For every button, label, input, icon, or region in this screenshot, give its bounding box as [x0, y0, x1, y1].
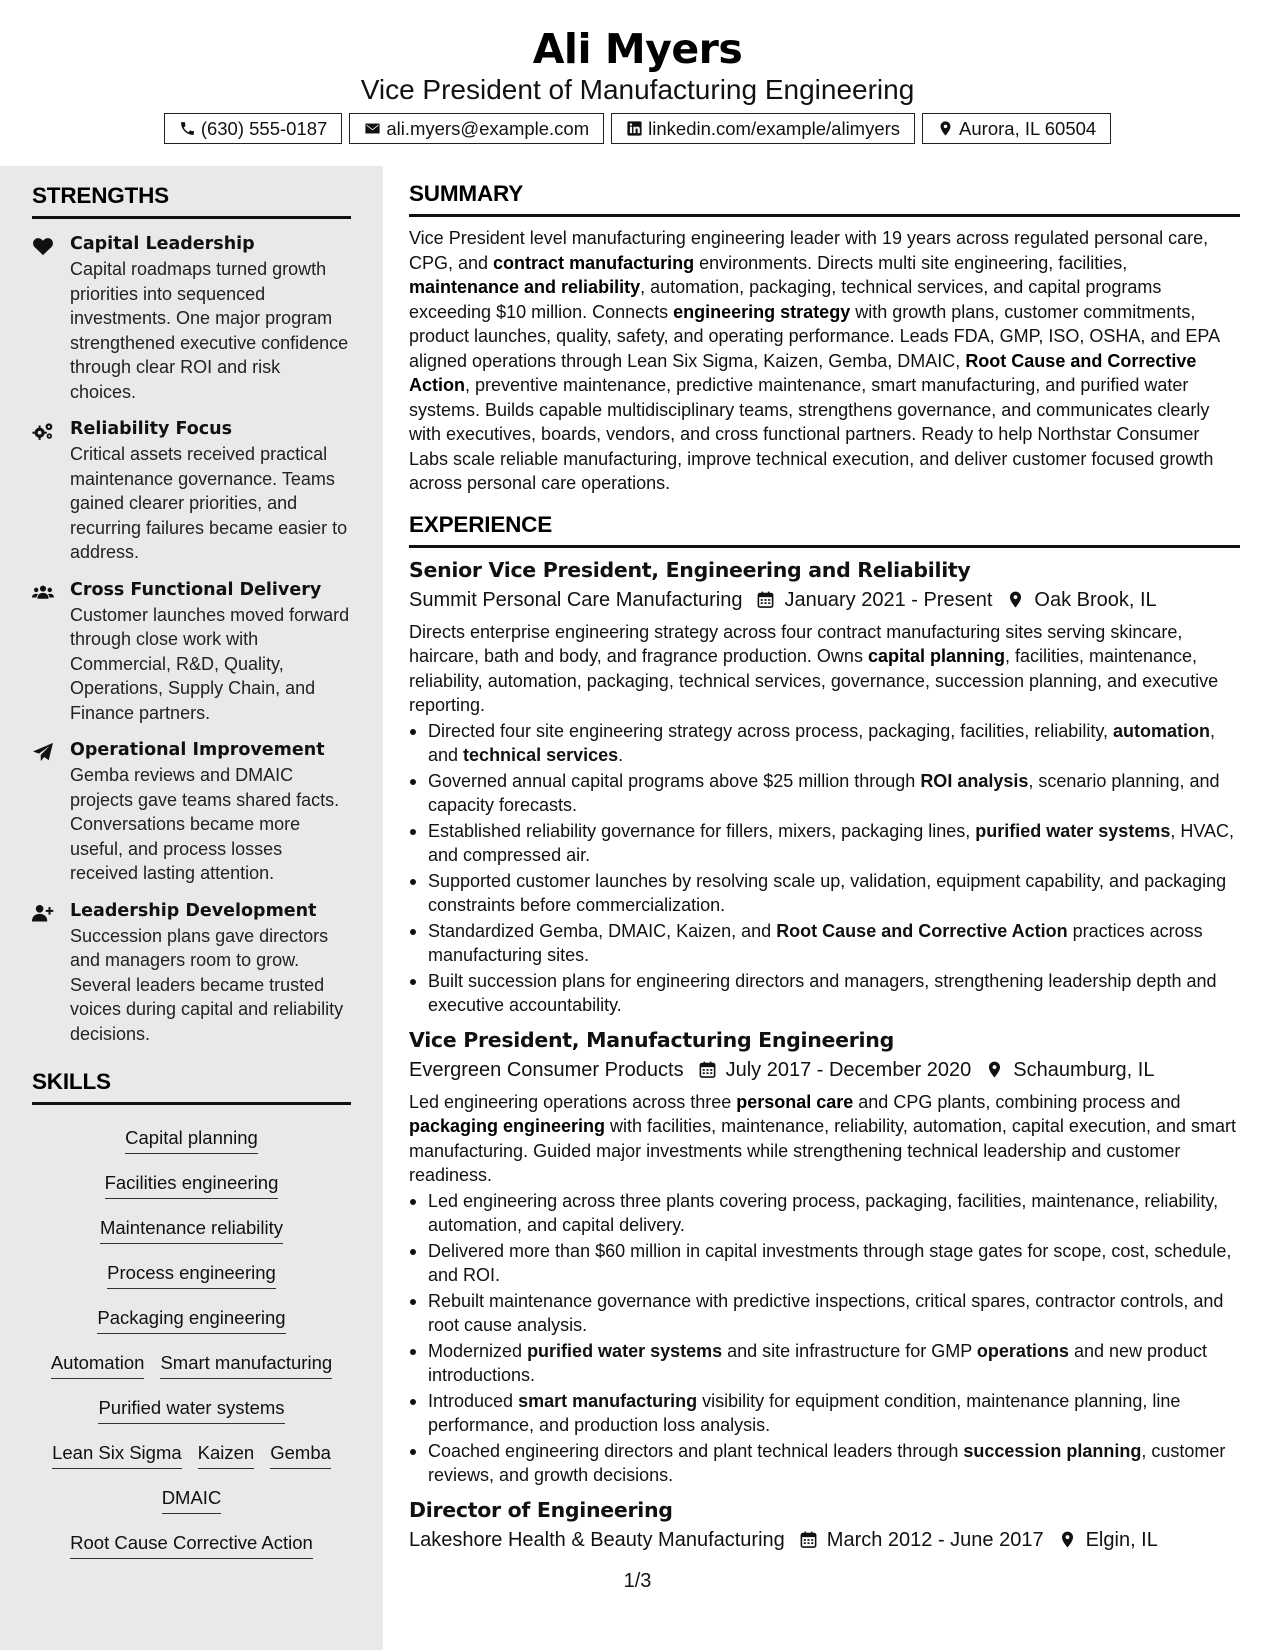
strengths-heading: STRENGTHS: [32, 183, 169, 208]
job-meta: [409, 1055, 1240, 1085]
job-title: Vice President, Manufacturing Engineering: [409, 1027, 894, 1052]
map-pin-icon: [1006, 590, 1025, 609]
strength-item: [32, 417, 351, 565]
bold-keyword: contract manufacturing: [493, 252, 695, 273]
experience-list: [409, 556, 1240, 1555]
text-run: practices across manufacturing sites.: [428, 920, 1203, 965]
strength-item: [32, 738, 351, 886]
map-pin-icon: [937, 120, 954, 137]
skill-tag: Facilities engineering: [105, 1170, 279, 1199]
achievement-bullet: [409, 1339, 1240, 1388]
text-run: , preventive maintenance, predictive maintenance, smart manufacturing, and purified water systems. Builds capable multidisciplinary teams, strengthens governance, and communicates clearly with executives, boards, vendors, and cross functional partners. Ready to help Northstar Consumer Labs scale reliable manufacturing, improve technical execution, and deliver customer focused growth across personal care operations.: [409, 375, 1214, 493]
skill-row: [32, 1477, 351, 1522]
job-dates: July 2017 - December 2020: [725, 1058, 972, 1081]
achievement-bullet: [409, 969, 1240, 1018]
bold-keyword: engineering strategy: [673, 301, 851, 322]
text-run: .: [618, 745, 624, 765]
job-dates: January 2021 - Present: [784, 588, 993, 611]
bold-keyword: personal care: [736, 1091, 854, 1112]
contact-phone-text: (630) 555-0187: [200, 117, 328, 139]
strength-title: Cross Functional Delivery: [70, 579, 322, 600]
skill-row: [32, 1297, 351, 1342]
job-location: Schaumburg, IL: [1013, 1058, 1155, 1081]
skill-row: [32, 1432, 351, 1477]
experience-entry: [409, 1496, 1240, 1555]
bold-keyword: automation: [1112, 720, 1210, 741]
gears-icon: [32, 421, 54, 441]
company-name: Summit Personal Care Manufacturing: [409, 588, 743, 611]
bold-keyword: smart manufacturing: [518, 1390, 698, 1411]
achievement-bullet: [409, 719, 1240, 768]
bold-keyword: operations: [976, 1340, 1069, 1361]
text-run: , facilities, maintenance, reliability, automation, packaging, technical services, governance, succession planning, and executive reporting.: [409, 646, 1219, 715]
experience-entry: [409, 1026, 1240, 1488]
skill-tag: Maintenance reliability: [100, 1215, 283, 1244]
bold-keyword: Root Cause and Corrective Action: [776, 920, 1068, 941]
skill-row: [32, 1162, 351, 1207]
skill-tag: DMAIC: [162, 1485, 222, 1514]
achievement-bullet: [409, 769, 1240, 818]
contact-bar: [0, 113, 1275, 144]
skill-tag: Kaizen: [198, 1440, 255, 1469]
achievement-bullet: [409, 1289, 1240, 1338]
strength-title: Leadership Development: [70, 900, 317, 921]
text-run: Rebuilt maintenance governance with predictive inspections, critical spares, contractor controls, and root cause analysis.: [428, 1290, 1224, 1335]
skills-heading: SKILLS: [32, 1069, 111, 1094]
text-run: , HVAC, and compressed air.: [428, 820, 1235, 865]
experience-entry: [409, 556, 1240, 1018]
job-description: [409, 620, 1240, 718]
strength-description: Gemba reviews and DMAIC projects gave teams shared facts. Conversations became more useful, and process losses received lasting attention.: [70, 765, 340, 883]
phone-icon: [179, 120, 196, 137]
text-run: visibility for equipment condition, maintenance planning, line performance, and production loss analysis.: [428, 1390, 1181, 1435]
bold-keyword: packaging engineering: [409, 1116, 606, 1136]
skill-row: [32, 1252, 351, 1297]
summary-divider: [409, 214, 1240, 217]
company-name: Evergreen Consumer Products: [409, 1058, 684, 1081]
strength-description: Customer launches moved forward through close work with Commercial, R&D, Quality, Operations, Supply Chain, and Finance partners.: [70, 604, 350, 723]
achievement-bullet: [409, 819, 1240, 868]
map-pin-icon: [985, 1060, 1004, 1079]
strength-title: Reliability Focus: [70, 419, 233, 439]
text-run: Governed annual capital programs above $25 million through: [428, 770, 921, 791]
summary-heading: SUMMARY: [409, 181, 524, 206]
job-location: Elgin, IL: [1085, 1528, 1158, 1551]
text-run: Led engineering operations across three: [409, 1091, 737, 1112]
achievement-bullet: [409, 1189, 1240, 1238]
strength-description: Capital roadmaps turned growth priorities into sequenced investments. One major program strengthened executive confidence through clear ROI and risk choices.: [70, 259, 349, 402]
bold-keyword: purified water systems: [527, 1340, 723, 1361]
strength-item: [32, 899, 351, 1047]
linkedin-icon: [626, 120, 643, 137]
job-title: Senior Vice President, Engineering and Reliability: [409, 557, 971, 582]
text-run: environments. Directs multi site engineering, facilities,: [694, 252, 1128, 273]
text-run: Modernized: [428, 1340, 528, 1361]
skill-row: [32, 1387, 351, 1432]
calendar-icon: [799, 1530, 818, 1549]
skill-tag: Smart manufacturing: [160, 1350, 332, 1379]
achievement-bullet: [409, 869, 1240, 918]
job-location: Oak Brook, IL: [1034, 588, 1157, 611]
job-title: Director of Engineering: [409, 1497, 673, 1522]
text-run: Delivered more than $60 million in capital investments through stage gates for scope, cost, schedule, and ROI.: [428, 1240, 1232, 1285]
skill-row: [32, 1342, 351, 1387]
strength-item: [32, 578, 351, 726]
bold-keyword: capital planning: [867, 646, 1005, 666]
envelope-icon: [364, 120, 381, 137]
job-meta: [409, 585, 1240, 615]
strength-title: Operational Improvement: [70, 740, 325, 760]
page-number: 1/3: [623, 1570, 652, 1592]
bold-keyword: Root Cause and Corrective Action: [409, 350, 1197, 395]
skill-tag: Gemba: [270, 1440, 331, 1469]
candidate-name: Ali Myers: [532, 25, 743, 73]
job-meta: [409, 1525, 1240, 1555]
bold-keyword: purified water systems: [975, 820, 1171, 841]
text-run: , automation, packaging, technical services, and capital programs exceeding $10 million. Connects: [409, 277, 1162, 322]
experience-divider: [409, 545, 1240, 548]
text-run: , and: [428, 720, 1215, 765]
bold-keyword: ROI analysis: [920, 770, 1029, 791]
skill-row: [32, 1522, 351, 1567]
bold-keyword: technical services: [463, 745, 619, 765]
contact-linkedin[interactable]: [611, 113, 915, 144]
skill-row: [32, 1117, 351, 1162]
text-run: Established reliability governance for fillers, mixers, packaging lines,: [428, 820, 976, 841]
heart-icon: [32, 236, 54, 256]
achievement-bullet: [409, 1239, 1240, 1288]
text-run: with growth plans, customer commitments, product launches, quality, safety, and operating performance. Leads FDA, GMP, ISO, OSHA, and EPA aligned operations through Lean Six Sigma, Kaizen, Gemba, DMAIC,: [409, 301, 1220, 371]
calendar-icon: [756, 590, 775, 609]
contact-email[interactable]: [349, 113, 604, 144]
skill-tag: Capital planning: [125, 1125, 258, 1154]
text-run: Standardized Gemba, DMAIC, Kaizen, and: [428, 920, 777, 941]
paper-plane-icon: [32, 742, 54, 762]
achievement-bullet: [409, 919, 1240, 968]
experience-heading: EXPERIENCE: [409, 511, 553, 537]
text-run: Supported customer launches by resolving scale up, validation, equipment capability, and packaging constraints before commercialization.: [428, 870, 1227, 915]
text-run: Directed four site engineering strategy across process, packaging, facilities, reliability,: [428, 720, 1113, 741]
text-run: and CPG plants, combining process and: [853, 1091, 1181, 1112]
skill-tag: Automation: [51, 1350, 145, 1379]
strengths-divider: [32, 216, 351, 219]
map-pin-icon: [1058, 1530, 1077, 1549]
achievement-bullet: [409, 1439, 1240, 1488]
skills-divider: [32, 1102, 351, 1105]
text-run: Directs enterprise engineering strategy across four contract manufacturing sites serving skincare, haircare, bath and body, and fragrance production. Owns: [409, 621, 1183, 666]
users-icon: [32, 582, 54, 602]
achievement-list: [409, 719, 1240, 1018]
skill-tag: Lean Six Sigma: [52, 1440, 182, 1469]
company-name: Lakeshore Health & Beauty Manufacturing: [409, 1528, 785, 1551]
contact-linkedin-text: linkedin.com/example/alimyers: [648, 117, 901, 139]
text-run: Vice President level manufacturing engineering leader with 19 years across regulated personal care, CPG, and: [409, 228, 1209, 273]
text-run: and site infrastructure for GMP: [722, 1340, 977, 1361]
strength-description: Critical assets received practical maintenance governance. Teams gained clearer priorities, and recurring failures became easier to address.: [70, 444, 348, 562]
skills-list: [32, 1117, 351, 1567]
skill-tag: Root Cause Corrective Action: [70, 1530, 313, 1559]
contact-email-text: ali.myers@example.com: [386, 117, 590, 139]
text-run: and new product introductions.: [428, 1340, 1208, 1385]
strength-description: Succession plans gave directors and managers room to grow. Several leaders became trusted voices during capital and reliability decisions.: [70, 925, 344, 1044]
job-description: [409, 1090, 1240, 1188]
main-content: [409, 180, 1240, 1560]
skill-tag: Process engineering: [107, 1260, 276, 1289]
skill-tag: Packaging engineering: [97, 1305, 285, 1334]
contact-location: [922, 113, 1111, 144]
sidebar: [0, 166, 383, 1650]
skill-row: [32, 1207, 351, 1252]
strength-title: Capital Leadership: [70, 234, 255, 254]
strength-item: [32, 232, 351, 404]
job-dates: March 2012 - June 2017: [826, 1528, 1044, 1551]
contact-location-text: Aurora, IL 60504: [959, 117, 1097, 139]
achievement-bullet: [409, 1389, 1240, 1438]
text-run: Built succession plans for engineering directors and managers, strengthening leadership depth and executive accountability.: [428, 970, 1217, 1015]
text-run: with facilities, maintenance, reliability, automation, capital execution, and smart manufacturing. Guided major investments while strengthening technical leadership and customer readiness.: [409, 1116, 1237, 1185]
text-run: Led engineering across three plants covering process, packaging, facilities, maintenance, reliability, automation, and capital delivery.: [428, 1190, 1219, 1235]
text-run: , customer reviews, and growth decisions.: [428, 1440, 1226, 1485]
summary-text: [409, 226, 1240, 496]
text-run: Coached engineering directors and plant technical leaders through: [428, 1440, 964, 1461]
contact-phone[interactable]: [164, 113, 343, 144]
achievement-list: [409, 1189, 1240, 1488]
bold-keyword: succession planning: [963, 1440, 1142, 1461]
skill-tag: Purified water systems: [98, 1395, 284, 1424]
candidate-title: Vice President of Manufacturing Engineering: [360, 74, 915, 105]
calendar-icon: [698, 1060, 717, 1079]
text-run: Introduced: [428, 1390, 519, 1411]
text-run: , scenario planning, and capacity forecasts.: [428, 770, 1220, 815]
user-plus-icon: [32, 903, 54, 923]
bold-keyword: maintenance and reliability: [409, 277, 641, 297]
resume-header: [0, 0, 1275, 166]
